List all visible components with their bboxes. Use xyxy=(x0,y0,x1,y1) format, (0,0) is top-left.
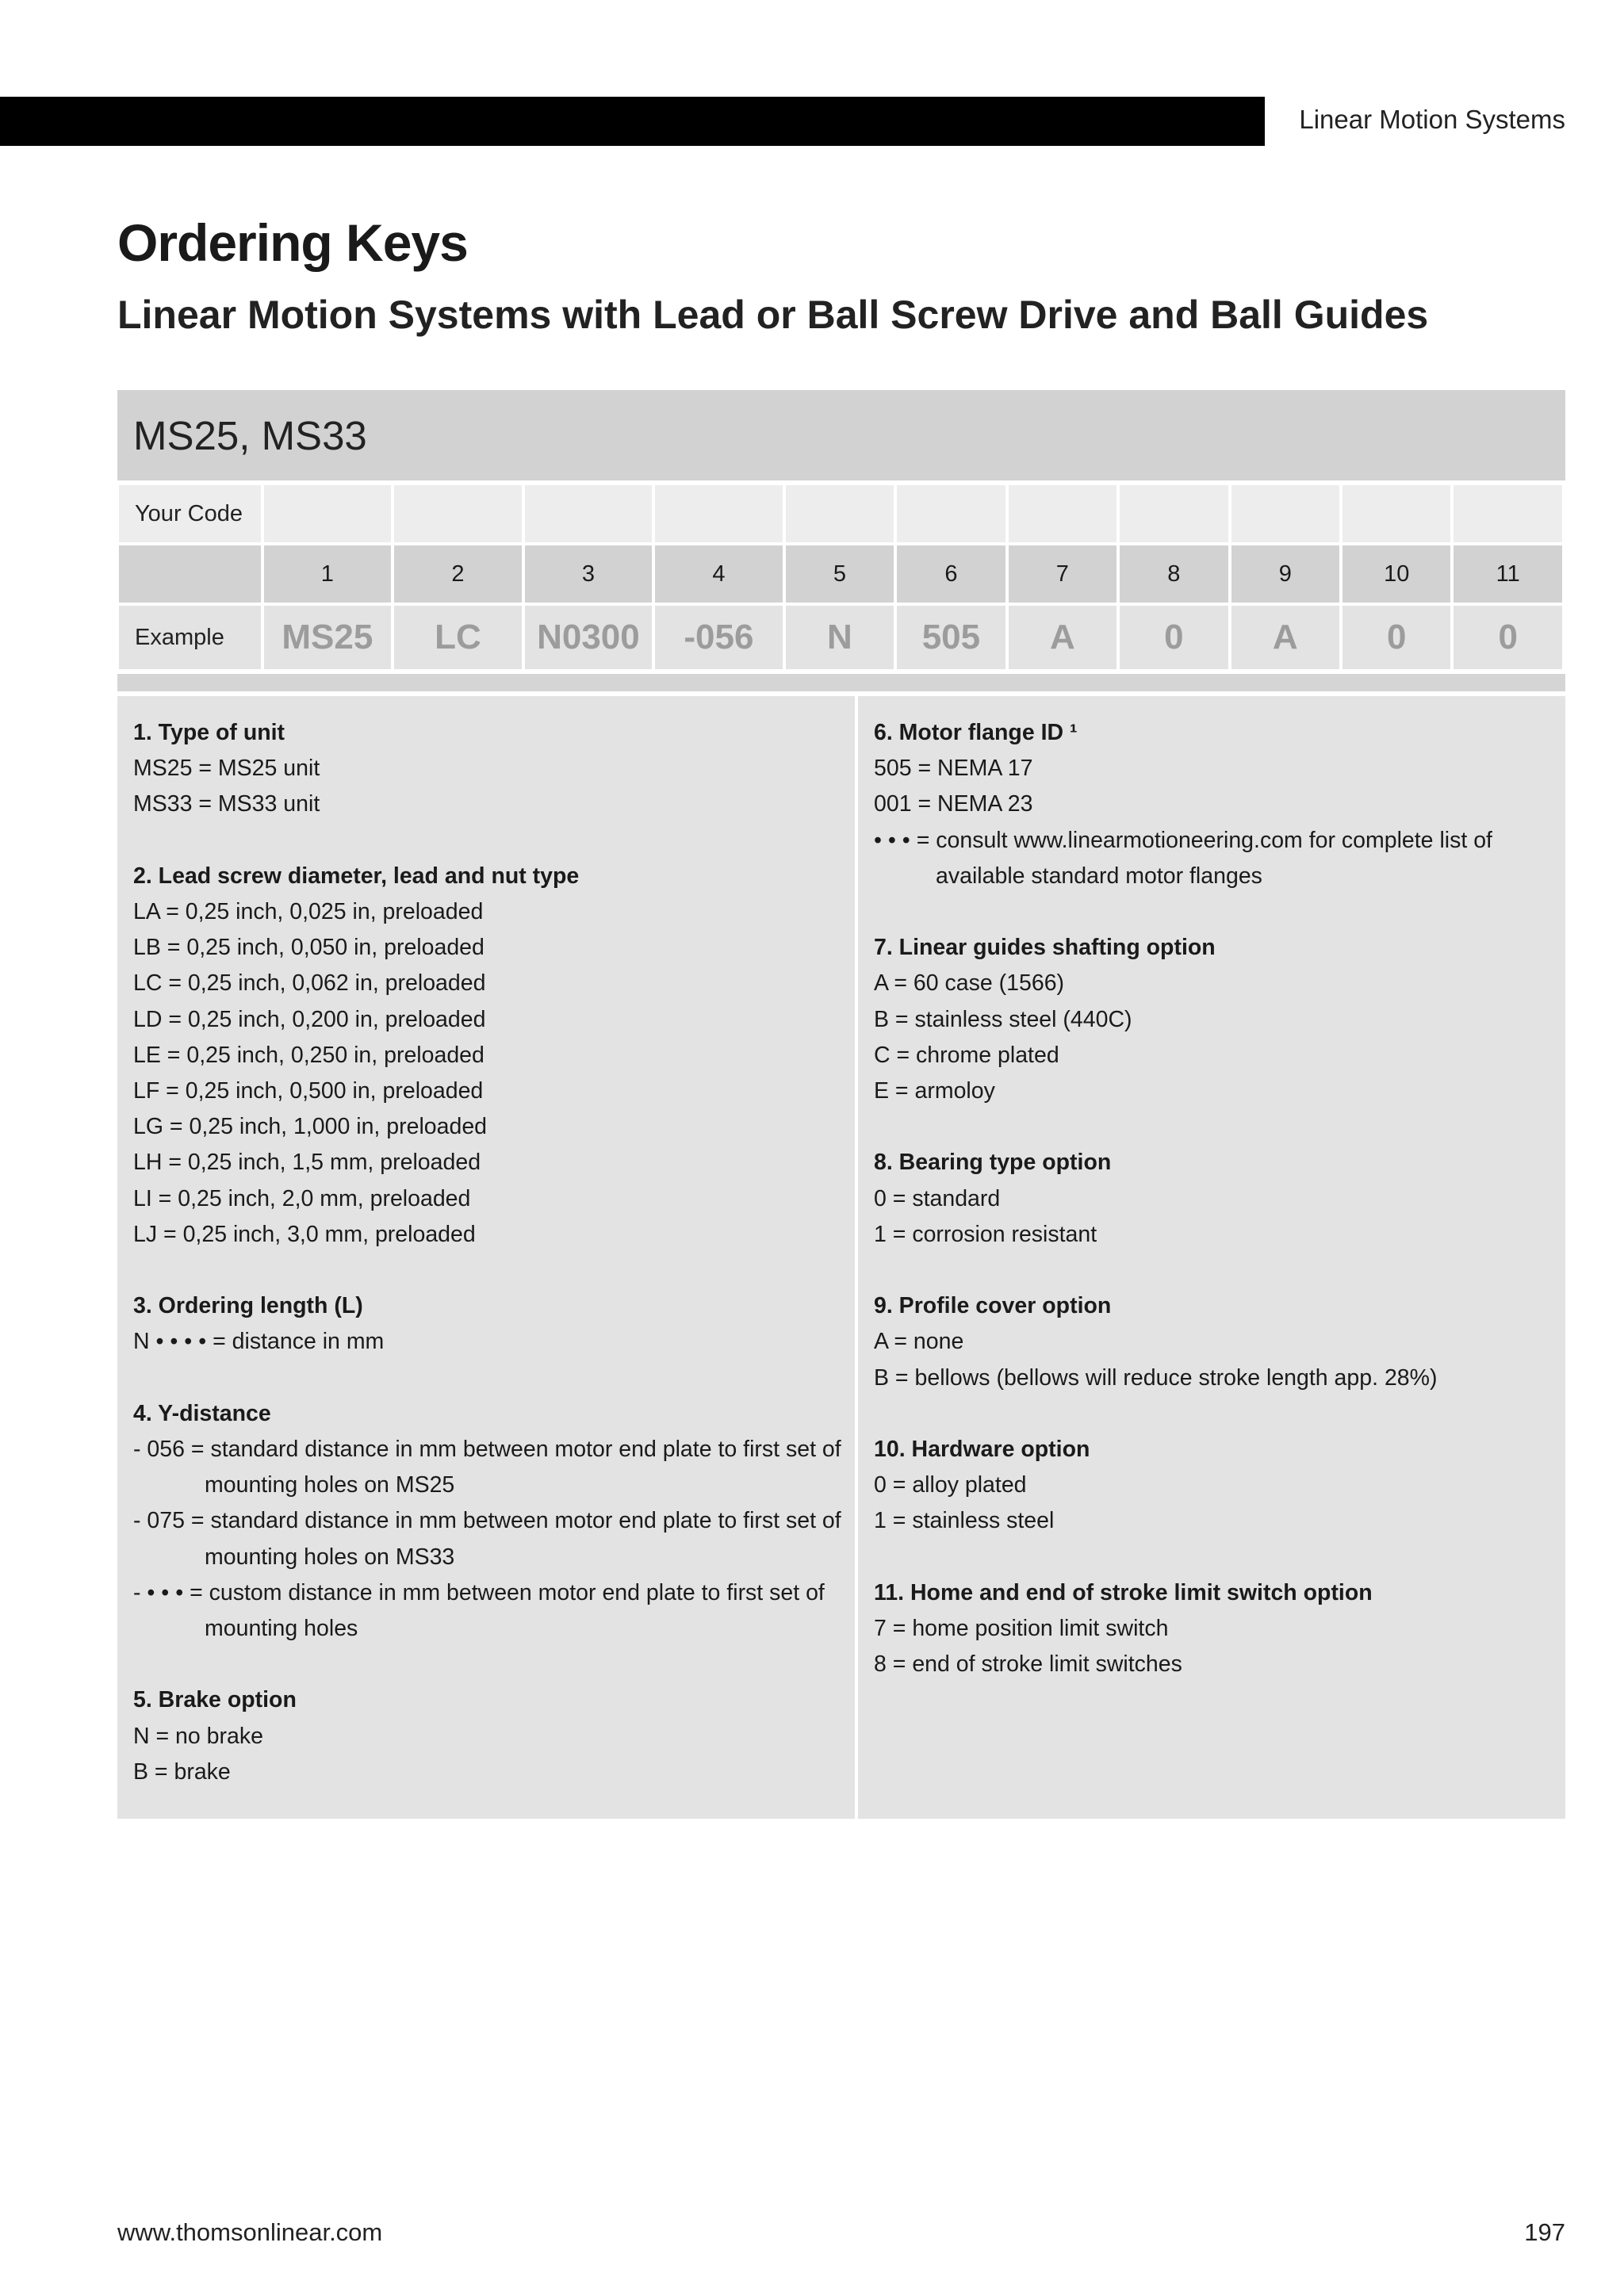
column-number: 8 xyxy=(1120,545,1228,603)
option-line: E = armoloy xyxy=(874,1078,995,1104)
your-code-cell xyxy=(655,485,783,542)
example-code: 0 xyxy=(1454,606,1562,669)
option-section-9 xyxy=(874,1288,1551,1396)
option-line: • • • = consult www.linearmotioneering.com for complete list of xyxy=(874,827,1492,853)
your-code-cell xyxy=(1454,485,1562,542)
your-code-cell xyxy=(1231,485,1339,542)
options-left-column xyxy=(117,696,855,1819)
your-code-cell xyxy=(1120,485,1228,542)
option-line: LH = 0,25 inch, 1,5 mm, preloaded xyxy=(133,1150,481,1176)
option-section-1 xyxy=(133,715,841,823)
column-number: 9 xyxy=(1231,545,1339,603)
option-section-11 xyxy=(874,1575,1551,1683)
option-line: LF = 0,25 inch, 0,500 in, preloaded xyxy=(133,1078,484,1104)
your-code-row xyxy=(119,485,1562,542)
section-title: 9. Profile cover option xyxy=(874,1293,1112,1319)
option-line: LD = 0,25 inch, 0,200 in, preloaded xyxy=(133,1006,486,1032)
option-line: N • • • • = distance in mm xyxy=(133,1329,385,1355)
option-line: MS25 = MS25 unit xyxy=(133,756,320,782)
section-title: 7. Linear guides shafting option xyxy=(874,935,1216,961)
option-line: LB = 0,25 inch, 0,050 in, preloaded xyxy=(133,935,485,961)
option-line: LJ = 0,25 inch, 3,0 mm, preloaded xyxy=(133,1221,476,1247)
column-number-row xyxy=(119,545,1562,603)
example-code: N xyxy=(786,606,894,669)
header-bar xyxy=(0,97,1265,146)
example-code: 505 xyxy=(897,606,1005,669)
your-code-cell xyxy=(525,485,653,542)
option-line: C = chrome plated xyxy=(874,1042,1059,1068)
option-section-6 xyxy=(874,715,1551,894)
option-line: N = no brake xyxy=(133,1723,263,1749)
option-line-continued: mounting holes on MS25 xyxy=(205,1472,455,1498)
your-code-label: Your Code xyxy=(119,485,261,542)
section-title: 11. Home and end of stroke limit switch option xyxy=(874,1579,1373,1605)
option-line: 0 = standard xyxy=(874,1185,1001,1211)
section-title: 4. Y-distance xyxy=(133,1400,271,1426)
column-number: 11 xyxy=(1454,545,1562,603)
your-code-cell xyxy=(1009,485,1116,542)
option-line: 0 = alloy plated xyxy=(874,1472,1027,1498)
option-section-2 xyxy=(133,859,841,1253)
option-line: LI = 0,25 inch, 2,0 mm, preloaded xyxy=(133,1185,471,1211)
option-section-4 xyxy=(133,1396,841,1647)
your-code-cell xyxy=(264,485,392,542)
option-line: B = bellows (bellows will reduce stroke length app. 28%) xyxy=(874,1364,1438,1391)
option-line-continued: available standard motor flanges xyxy=(936,863,1262,889)
option-line: A = 60 case (1566) xyxy=(874,970,1065,997)
option-line: 1 = corrosion resistant xyxy=(874,1221,1097,1247)
option-line: - • • • = custom distance in mm between motor end plate to first set of xyxy=(133,1579,825,1605)
option-line: - 075 = standard distance in mm between motor end plate to first set of xyxy=(133,1508,841,1534)
footer-website: www.thomsonlinear.com xyxy=(117,2218,383,2246)
example-code: -056 xyxy=(655,606,783,669)
example-code: N0300 xyxy=(525,606,653,669)
column-number: 1 xyxy=(264,545,392,603)
section-title: 5. Brake option xyxy=(133,1687,297,1713)
model-header: MS25, MS33 xyxy=(117,390,1565,480)
options-right-column xyxy=(858,696,1565,1819)
column-number: 4 xyxy=(655,545,783,603)
column-number: 3 xyxy=(525,545,653,603)
option-line: 7 = home position limit switch xyxy=(874,1616,1169,1641)
column-number: 7 xyxy=(1009,545,1116,603)
option-line: B = stainless steel (440C) xyxy=(874,1006,1132,1032)
header-section-label: Linear Motion Systems xyxy=(1299,105,1565,134)
example-row xyxy=(119,606,1562,669)
column-number: 10 xyxy=(1342,545,1450,603)
option-line: LA = 0,25 inch, 0,025 in, preloaded xyxy=(133,899,484,924)
section-title: 6. Motor flange ID ¹ xyxy=(874,720,1078,745)
option-section-5 xyxy=(133,1682,841,1790)
column-number-blank xyxy=(119,545,261,603)
option-line: LC = 0,25 inch, 0,062 in, preloaded xyxy=(133,970,486,997)
example-code: LC xyxy=(394,606,522,669)
example-code: 0 xyxy=(1120,606,1228,669)
example-code: A xyxy=(1009,606,1116,669)
column-number: 5 xyxy=(786,545,894,603)
column-number: 2 xyxy=(394,545,522,603)
option-descriptions xyxy=(117,696,1565,1819)
option-section-8 xyxy=(874,1145,1551,1253)
option-line: A = none xyxy=(874,1329,964,1355)
option-line: LE = 0,25 inch, 0,250 in, preloaded xyxy=(133,1042,485,1068)
page-title: Ordering Keys xyxy=(117,213,468,272)
example-label: Example xyxy=(119,606,261,669)
option-line: 8 = end of stroke limit switches xyxy=(874,1651,1182,1678)
page-number: 197 xyxy=(1524,2218,1565,2246)
example-code: 0 xyxy=(1342,606,1450,669)
table-divider-band xyxy=(117,674,1565,691)
option-line: 1 = stainless steel xyxy=(874,1508,1055,1534)
your-code-cell xyxy=(1342,485,1450,542)
option-line: LG = 0,25 inch, 1,000 in, preloaded xyxy=(133,1114,488,1140)
option-section-7 xyxy=(874,930,1551,1109)
option-line: 505 = NEMA 17 xyxy=(874,756,1033,782)
your-code-cell xyxy=(897,485,1005,542)
section-title: 10. Hardware option xyxy=(874,1437,1090,1462)
option-line-continued: mounting holes xyxy=(205,1616,358,1642)
section-title: 8. Bearing type option xyxy=(874,1150,1112,1176)
section-title: 3. Ordering length (L) xyxy=(133,1293,363,1319)
your-code-cell xyxy=(786,485,894,542)
option-line: B = brake xyxy=(133,1758,231,1785)
option-line-continued: mounting holes on MS33 xyxy=(205,1544,455,1570)
option-line: - 056 = standard distance in mm between motor end plate to first set of xyxy=(133,1437,841,1463)
section-title: 1. Type of unit xyxy=(133,720,285,745)
example-code: MS25 xyxy=(264,606,392,669)
option-section-10 xyxy=(874,1432,1551,1540)
section-title: 2. Lead screw diameter, lead and nut type xyxy=(133,863,580,889)
option-section-3 xyxy=(133,1288,841,1360)
option-line: MS33 = MS33 unit xyxy=(133,791,320,817)
ordering-code-table xyxy=(116,485,1565,669)
page-subtitle: Linear Motion Systems with Lead or Ball Screw Drive and Ball Guides xyxy=(117,293,1429,337)
example-code: A xyxy=(1231,606,1339,669)
column-number: 6 xyxy=(897,545,1005,603)
option-line: 001 = NEMA 23 xyxy=(874,791,1033,817)
your-code-cell xyxy=(394,485,522,542)
